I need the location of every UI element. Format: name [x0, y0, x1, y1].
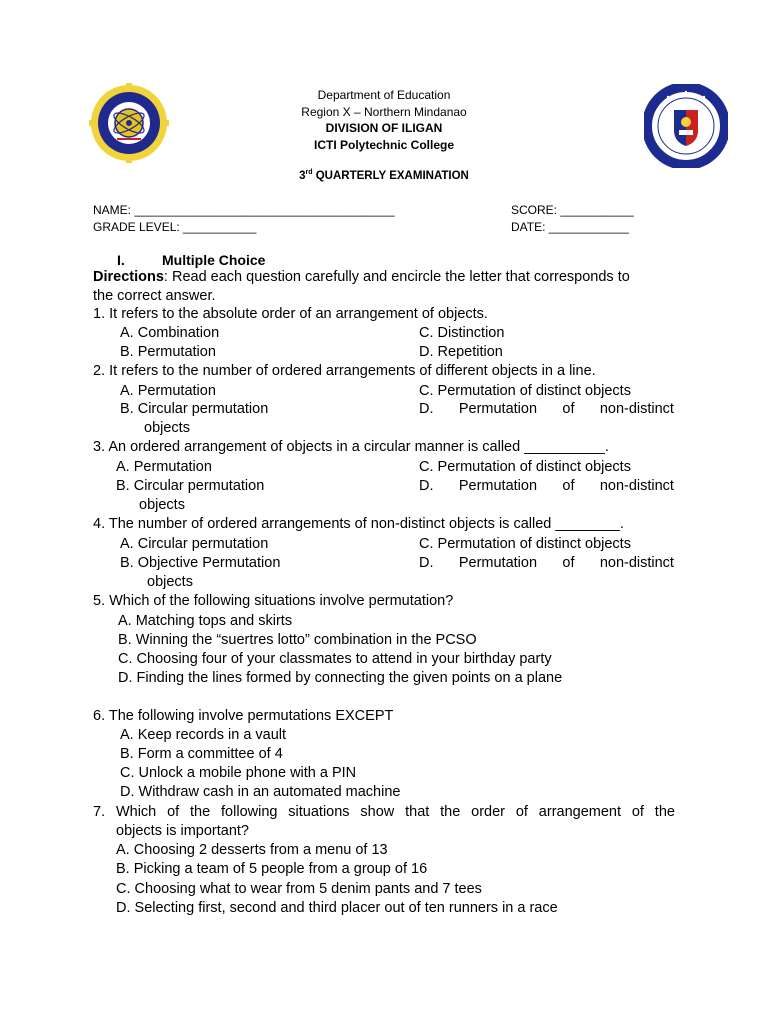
question-7-option-d[interactable]: D. Selecting first, second and third placer out of ten runners in a race: [116, 900, 558, 916]
directions-line-2: the correct answer.: [93, 288, 216, 304]
header-school: ICTI Polytechnic College: [313, 137, 455, 152]
question-3-option-d-continued: objects: [139, 497, 185, 513]
question-2-option-d[interactable]: D. Permutation of non-distinct: [419, 401, 674, 417]
question-3-stem: 3. An ordered arrangement of objects in a circular manner is called __________.: [93, 439, 609, 455]
directions-line-1: Directions: Read each question carefully and encircle the letter that corresponds to: [93, 269, 630, 285]
question-4-option-a[interactable]: A. Circular permutation: [120, 536, 269, 552]
question-5-option-d[interactable]: D. Finding the lines formed by connecting the given points on a plane: [118, 670, 563, 686]
question-6-option-a[interactable]: A. Keep records in a vault: [120, 727, 287, 743]
deped-seal-logo: [644, 84, 728, 168]
question-7-option-c[interactable]: C. Choosing what to wear from 5 denim pants and 7 tees: [116, 881, 482, 897]
question-5-stem: 5. Which of the following situations involve permutation?: [93, 593, 454, 609]
question-6-option-c[interactable]: C. Unlock a mobile phone with a PIN: [120, 765, 357, 781]
question-2-option-d-continued: objects: [144, 420, 190, 436]
question-6-option-b[interactable]: B. Form a committee of 4: [120, 746, 283, 762]
question-5-option-a[interactable]: A. Matching tops and skirts: [118, 613, 293, 629]
question-1-option-c[interactable]: C. Distinction: [419, 325, 505, 341]
header-region: Region X – Northern Mindanao: [301, 104, 467, 119]
header-department: Department of Education: [317, 88, 451, 102]
question-4-option-d[interactable]: D. Permutation of non-distinct: [419, 555, 674, 571]
question-2-option-b[interactable]: B. Circular permutation: [120, 401, 269, 417]
question-4-stem: 4. The number of ordered arrangements of non-distinct objects is called ________.: [93, 516, 624, 532]
question-5-option-c[interactable]: C. Choosing four of your classmates to attend in your birthday party: [118, 651, 552, 667]
name-field[interactable]: NAME: _______________________________________: [93, 203, 395, 217]
question-3-option-b[interactable]: B. Circular permutation: [116, 478, 265, 494]
document-header: [234, 87, 534, 153]
section-number: I.: [117, 252, 125, 268]
question-1-stem: 1. It refers to the absolute order of an arrangement of objects.: [93, 306, 488, 322]
question-7-stem-continued: objects is important?: [116, 823, 249, 839]
question-2-stem: 2. It refers to the number of ordered arrangements of different objects in a line.: [93, 363, 596, 379]
grade-level-field[interactable]: GRADE LEVEL: ___________: [93, 220, 257, 234]
question-3-option-a[interactable]: A. Permutation: [116, 459, 212, 475]
deped-seal-icon: [644, 84, 728, 168]
question-1-option-a[interactable]: A. Combination: [120, 325, 220, 341]
question-2-option-a[interactable]: A. Permutation: [120, 383, 216, 399]
icti-college-seal-icon: [89, 83, 169, 163]
icti-college-logo: [89, 83, 169, 163]
date-field[interactable]: DATE: ____________: [511, 220, 629, 234]
header-division: DIVISION OF ILIGAN: [325, 121, 443, 135]
score-field[interactable]: SCORE: ___________: [511, 203, 634, 217]
question-7-option-b[interactable]: B. Picking a team of 5 people from a group of 16: [116, 861, 428, 877]
question-6-stem: 6. The following involve permutations EXCEPT: [93, 708, 394, 724]
section-title: Multiple Choice: [162, 252, 266, 268]
question-4-option-b[interactable]: B. Objective Permutation: [120, 555, 281, 571]
question-3-option-d[interactable]: D. Permutation of non-distinct: [419, 478, 674, 494]
question-7-option-a[interactable]: A. Choosing 2 desserts from a menu of 13: [116, 842, 388, 858]
question-5-option-b[interactable]: B. Winning the “suertres lotto” combination in the PCSO: [118, 632, 477, 648]
question-4-option-d-continued: objects: [147, 574, 193, 590]
question-3-option-c[interactable]: C. Permutation of distinct objects: [419, 459, 631, 475]
question-6-option-d[interactable]: D. Withdraw cash in an automated machine: [120, 784, 401, 800]
question-1-option-b[interactable]: B. Permutation: [120, 344, 216, 360]
directions-label: Directions: [93, 269, 164, 285]
question-1-option-d[interactable]: D. Repetition: [419, 344, 503, 360]
question-7-stem: 7. Which of the following situations show that the order of arrangement of the: [93, 804, 675, 820]
exam-title: 3rd QUARTERLY EXAMINATION: [299, 169, 469, 182]
question-4-option-c[interactable]: C. Permutation of distinct objects: [419, 536, 631, 552]
question-2-option-c[interactable]: C. Permutation of distinct objects: [419, 383, 631, 399]
